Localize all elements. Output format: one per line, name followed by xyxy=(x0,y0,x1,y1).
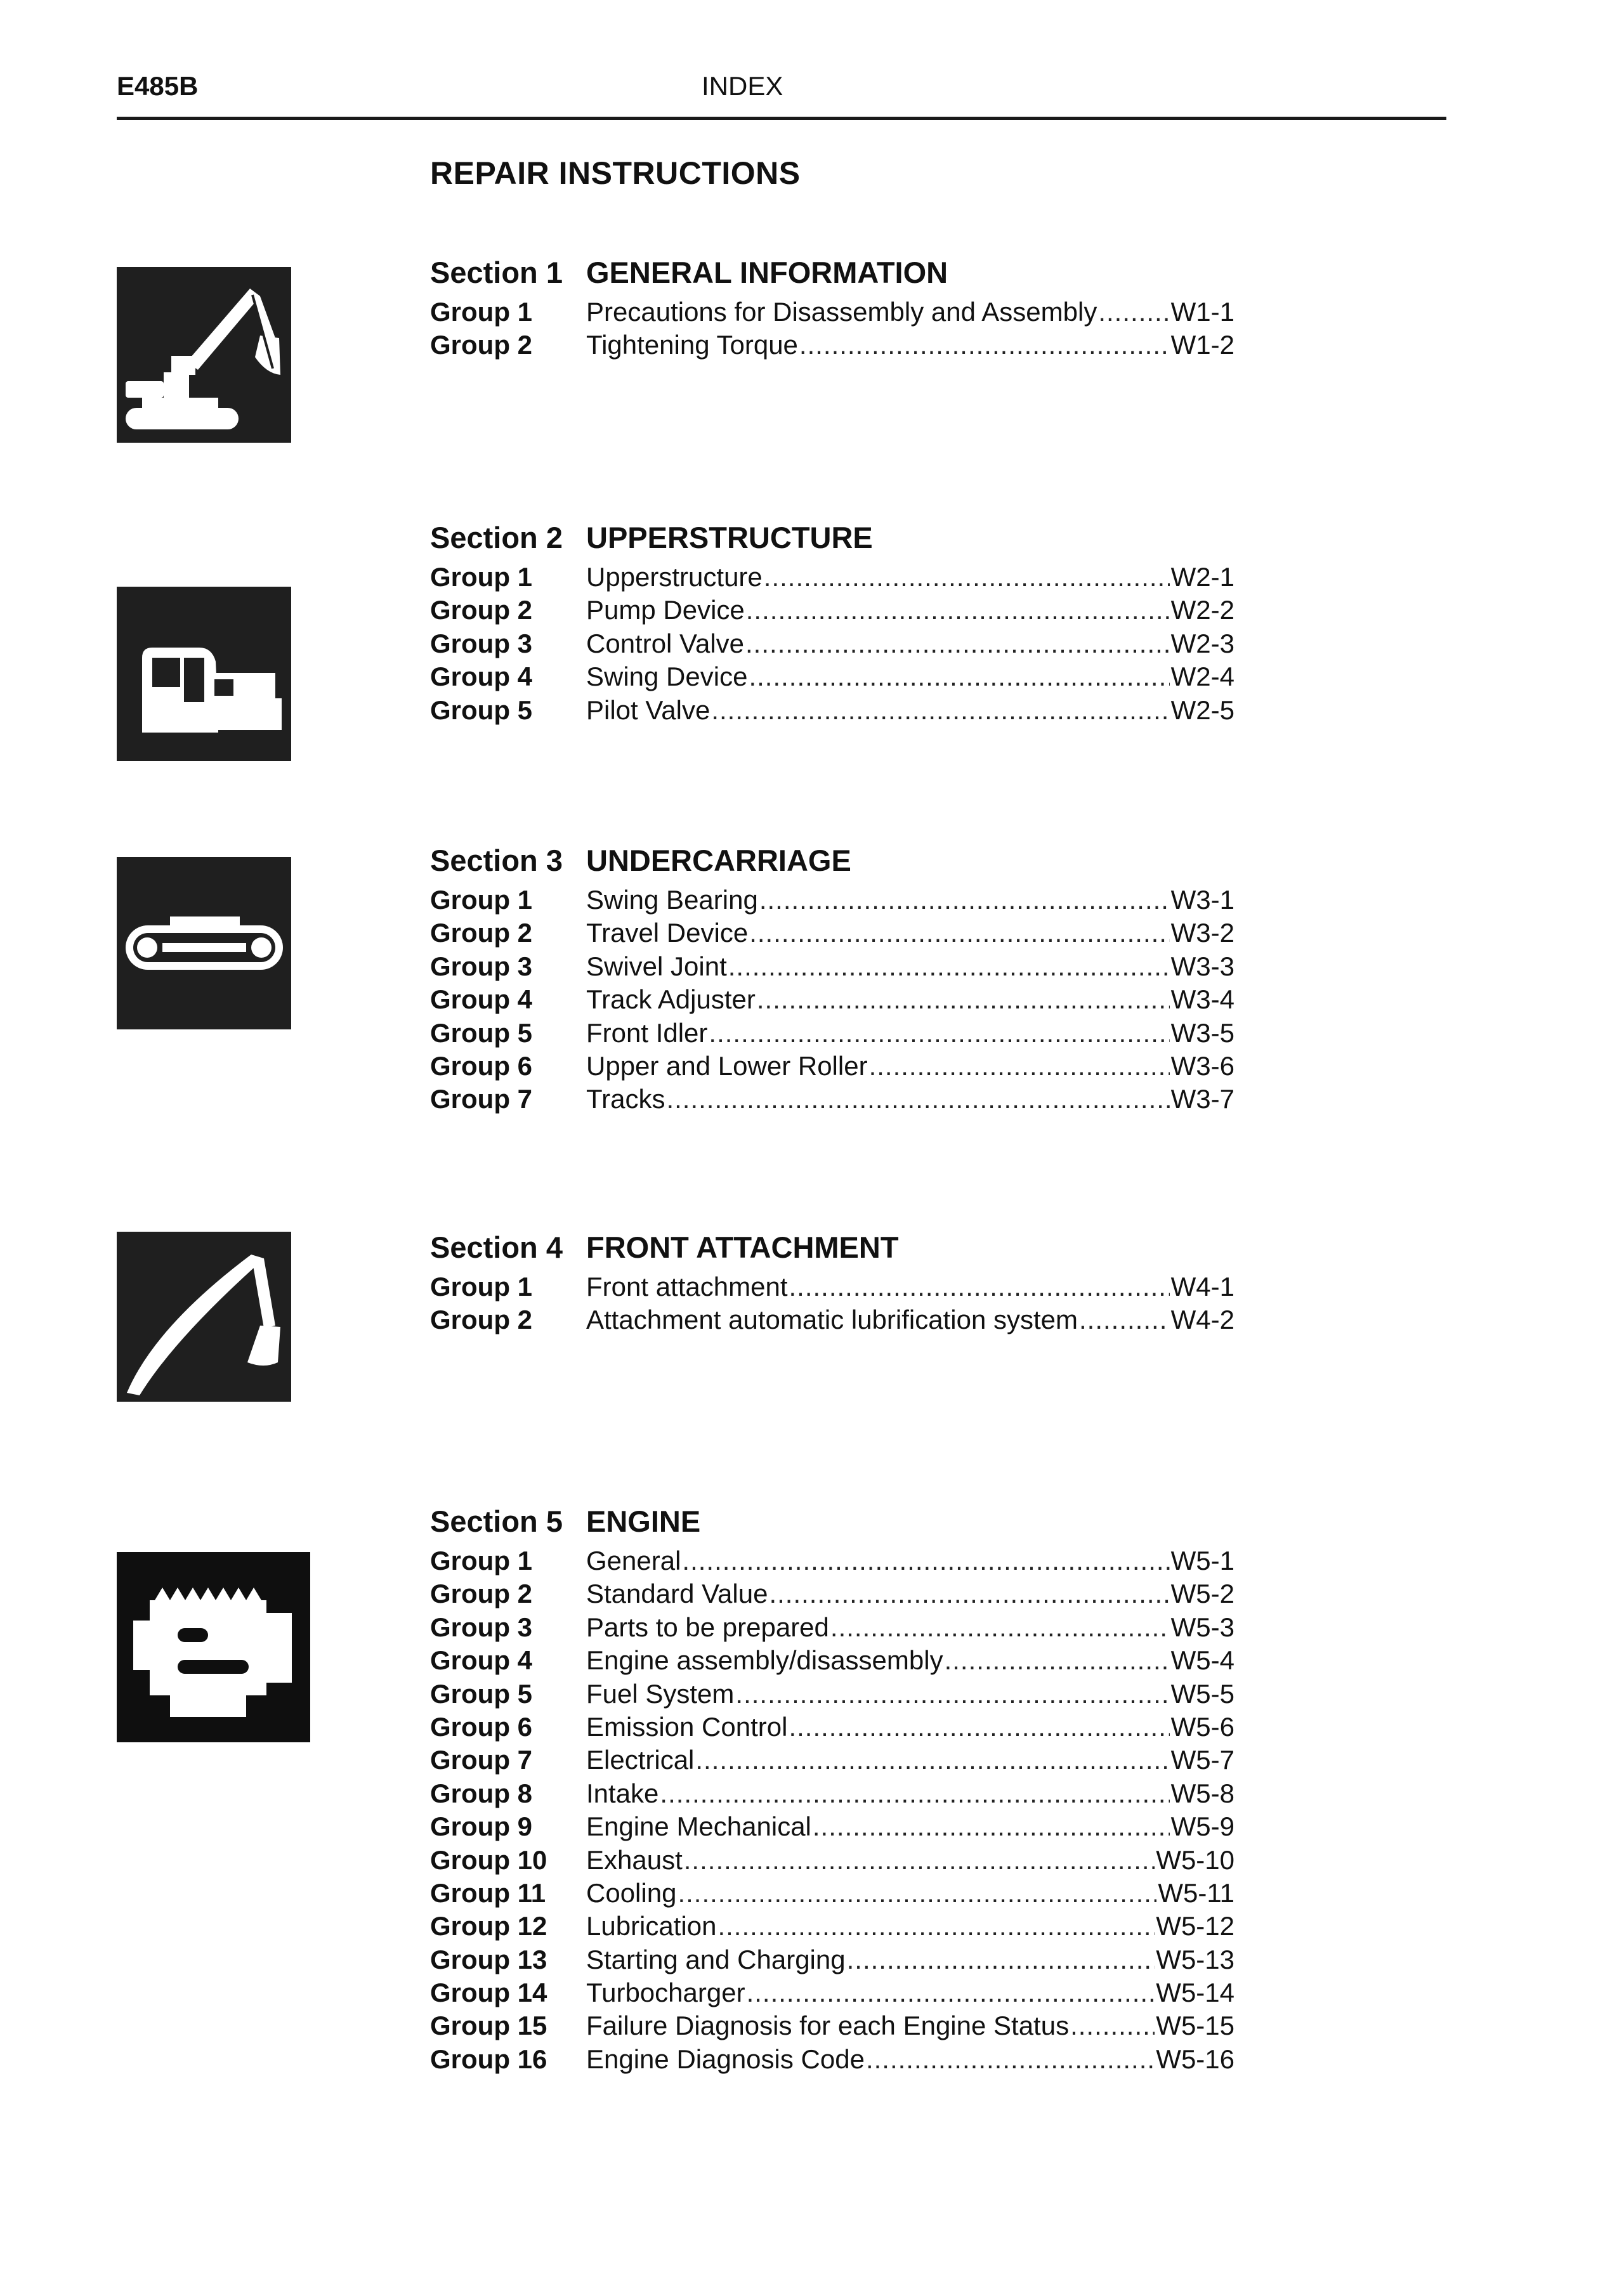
group-title: Standard Value xyxy=(586,1579,768,1609)
group-label: Group 2 xyxy=(430,918,533,948)
page-ref: W3-2 xyxy=(1170,918,1234,948)
toc-row[interactable] xyxy=(430,885,1445,918)
group-title: Swivel Joint xyxy=(586,951,727,981)
group-title: Cooling xyxy=(586,1877,677,1908)
group-label: Group 5 xyxy=(430,695,533,725)
group-label: Group 4 xyxy=(430,662,533,692)
page-ref: W3-3 xyxy=(1170,951,1234,981)
group-label: Group 1 xyxy=(430,1546,533,1575)
model-name: E485B xyxy=(117,71,199,101)
group-label: Group 11 xyxy=(430,1877,546,1908)
toc-row[interactable] xyxy=(430,1978,1445,2011)
page-ref: W2-1 xyxy=(1170,562,1234,592)
group-title: Engine Diagnosis Code xyxy=(586,2044,865,2074)
toc-row[interactable] xyxy=(430,1272,1445,1305)
toc-row[interactable] xyxy=(430,1945,1445,1978)
group-title: Starting and Charging xyxy=(586,1944,846,1974)
index-label: INDEX xyxy=(702,71,783,101)
page-ref: W5-4 xyxy=(1170,1645,1234,1676)
section-label: Section 1 xyxy=(430,256,563,289)
toc-row[interactable] xyxy=(430,1305,1445,1338)
group-title: Upperstructure xyxy=(586,562,763,592)
page-ref: W2-3 xyxy=(1170,628,1234,658)
section-title: ENGINE xyxy=(586,1504,701,1538)
group-title: Pilot Valve xyxy=(586,695,710,725)
group-title: Engine Mechanical xyxy=(586,1811,811,1842)
page-ref: W5-15 xyxy=(1156,2011,1234,2041)
toc-row[interactable] xyxy=(430,562,1445,595)
toc-row[interactable] xyxy=(430,297,1445,330)
group-title: Swing Bearing xyxy=(586,885,758,915)
section-1 xyxy=(430,255,1445,363)
group-title: Electrical xyxy=(586,1745,695,1775)
upperstructure-icon xyxy=(117,587,291,761)
page-ref: W3-4 xyxy=(1170,984,1234,1015)
toc-row[interactable] xyxy=(430,1712,1445,1745)
page-ref: W5-1 xyxy=(1170,1546,1234,1575)
toc-row[interactable] xyxy=(430,1546,1445,1579)
toc-row[interactable] xyxy=(430,1612,1445,1645)
section-5 xyxy=(430,1504,1445,2077)
toc-row[interactable] xyxy=(430,1645,1445,1678)
page-title: REPAIR INSTRUCTIONS xyxy=(430,155,801,191)
page-ref: W3-6 xyxy=(1170,1050,1234,1081)
group-label: Group 15 xyxy=(430,2011,547,2041)
toc-row[interactable] xyxy=(430,1018,1445,1051)
toc-row[interactable] xyxy=(430,984,1445,1017)
group-label: Group 2 xyxy=(430,595,533,625)
group-label: Group 4 xyxy=(430,984,533,1015)
page-ref: W3-7 xyxy=(1170,1084,1234,1114)
group-title: Emission Control xyxy=(586,1711,788,1742)
group-label: Group 1 xyxy=(430,885,533,915)
section-3 xyxy=(430,843,1445,1118)
page-ref: W2-4 xyxy=(1170,662,1234,692)
toc-row[interactable] xyxy=(430,1051,1445,1084)
toc-row[interactable] xyxy=(430,918,1445,951)
group-title: Swing Device xyxy=(586,662,748,692)
group-title: General xyxy=(586,1546,681,1575)
group-label: Group 3 xyxy=(430,1612,533,1642)
toc-row[interactable] xyxy=(430,2044,1445,2077)
section-title: UNDERCARRIAGE xyxy=(586,844,851,877)
group-title: Control Valve xyxy=(586,628,745,658)
group-label: Group 5 xyxy=(430,1017,533,1048)
group-title: Precautions for Disassembly and Assembly xyxy=(586,297,1097,327)
group-label: Group 8 xyxy=(430,1778,533,1808)
page-ref: W5-2 xyxy=(1170,1579,1234,1609)
group-label: Group 2 xyxy=(430,1579,533,1609)
page-ref: W5-14 xyxy=(1156,1978,1234,2008)
group-label: Group 7 xyxy=(430,1084,533,1114)
group-label: Group 16 xyxy=(430,2044,547,2074)
page-ref: W5-9 xyxy=(1170,1811,1234,1842)
toc-row[interactable] xyxy=(430,1811,1445,1844)
group-label: Group 2 xyxy=(430,1305,533,1335)
section-title: UPPERSTRUCTURE xyxy=(586,521,873,554)
group-label: Group 1 xyxy=(430,562,533,592)
section-heading xyxy=(430,520,1445,562)
section-heading xyxy=(430,1230,1445,1272)
group-label: Group 10 xyxy=(430,1844,547,1875)
section-heading xyxy=(430,843,1445,885)
toc-row[interactable] xyxy=(430,1845,1445,1878)
group-title: Attachment automatic lubrification system xyxy=(586,1305,1078,1335)
group-label: Group 5 xyxy=(430,1678,533,1709)
toc-row[interactable] xyxy=(430,662,1445,695)
section-4 xyxy=(430,1230,1445,1338)
page-ref: W5-12 xyxy=(1156,1911,1234,1941)
page-ref: W2-2 xyxy=(1170,595,1234,625)
group-title: Front Idler xyxy=(586,1017,708,1048)
page-header xyxy=(117,66,1446,120)
toc-row[interactable] xyxy=(430,1579,1445,1612)
toc-row[interactable] xyxy=(430,1778,1445,1811)
group-label: Group 7 xyxy=(430,1745,533,1775)
group-title: Exhaust xyxy=(586,1844,683,1875)
section-title: GENERAL INFORMATION xyxy=(586,256,948,289)
toc-row[interactable] xyxy=(430,1679,1445,1712)
section-title: FRONT ATTACHMENT xyxy=(586,1230,899,1264)
group-title: Lubrication xyxy=(586,1911,717,1941)
page-ref: W4-1 xyxy=(1170,1272,1234,1301)
group-title: Pump Device xyxy=(586,595,745,625)
group-label: Group 9 xyxy=(430,1811,533,1842)
group-label: Group 12 xyxy=(430,1911,547,1941)
section-label: Section 2 xyxy=(430,521,563,554)
group-title: Parts to be prepared xyxy=(586,1612,829,1642)
section-heading xyxy=(430,1504,1445,1546)
page-ref: W5-10 xyxy=(1156,1844,1234,1875)
group-label: Group 14 xyxy=(430,1978,547,2008)
toc-row[interactable] xyxy=(430,629,1445,662)
page-ref: W2-5 xyxy=(1170,695,1234,725)
group-label: Group 6 xyxy=(430,1050,533,1081)
group-label: Group 3 xyxy=(430,951,533,981)
group-title: Travel Device xyxy=(586,918,749,948)
section-2 xyxy=(430,520,1445,728)
toc-row[interactable] xyxy=(430,2011,1445,2044)
group-title: Upper and Lower Roller xyxy=(586,1050,868,1081)
group-label: Group 1 xyxy=(430,297,533,327)
toc-row[interactable] xyxy=(430,330,1445,363)
excavator-icon xyxy=(117,267,291,443)
section-label: Section 4 xyxy=(430,1230,563,1264)
page-ref: W5-11 xyxy=(1158,1877,1234,1908)
page-ref: W5-8 xyxy=(1170,1778,1234,1808)
front-attachment-icon xyxy=(117,1232,291,1402)
toc-row[interactable] xyxy=(430,1084,1445,1117)
group-label: Group 3 xyxy=(430,628,533,658)
group-label: Group 1 xyxy=(430,1272,533,1301)
group-title: Fuel System xyxy=(586,1678,735,1709)
group-title: Track Adjuster xyxy=(586,984,756,1015)
page-ref: W5-16 xyxy=(1156,2044,1234,2074)
group-title: Engine assembly/disassembly xyxy=(586,1645,943,1676)
toc-row[interactable] xyxy=(430,951,1445,984)
toc-row[interactable] xyxy=(430,1878,1445,1911)
group-title: Turbocharger xyxy=(586,1978,745,2008)
toc-row[interactable] xyxy=(430,1911,1445,1944)
page-ref: W5-5 xyxy=(1170,1678,1234,1709)
group-label: Group 2 xyxy=(430,330,533,360)
toc-row[interactable] xyxy=(430,695,1445,728)
toc-row[interactable] xyxy=(430,595,1445,628)
section-label: Section 5 xyxy=(430,1504,563,1538)
group-title: Tightening Torque xyxy=(586,330,798,360)
page-ref: W5-7 xyxy=(1170,1745,1234,1775)
page-ref: W4-2 xyxy=(1170,1305,1234,1335)
page-ref: W5-3 xyxy=(1170,1612,1234,1642)
page-ref: W3-5 xyxy=(1170,1017,1234,1048)
group-title: Failure Diagnosis for each Engine Status xyxy=(586,2011,1070,2041)
undercarriage-icon xyxy=(117,857,291,1029)
page-ref: W1-1 xyxy=(1170,297,1234,327)
group-title: Front attachment xyxy=(586,1272,788,1301)
group-label: Group 4 xyxy=(430,1645,533,1676)
group-title: Intake xyxy=(586,1778,659,1808)
page-ref: W5-6 xyxy=(1170,1711,1234,1742)
group-title: Tracks xyxy=(586,1084,665,1114)
group-label: Group 13 xyxy=(430,1944,547,1974)
toc-row[interactable] xyxy=(430,1745,1445,1778)
group-label: Group 6 xyxy=(430,1711,533,1742)
engine-icon xyxy=(117,1552,310,1742)
page-ref: W5-13 xyxy=(1156,1944,1234,1974)
section-label: Section 3 xyxy=(430,844,563,877)
page-ref: W1-2 xyxy=(1170,330,1234,360)
section-heading xyxy=(430,255,1445,297)
page-ref: W3-1 xyxy=(1170,885,1234,915)
